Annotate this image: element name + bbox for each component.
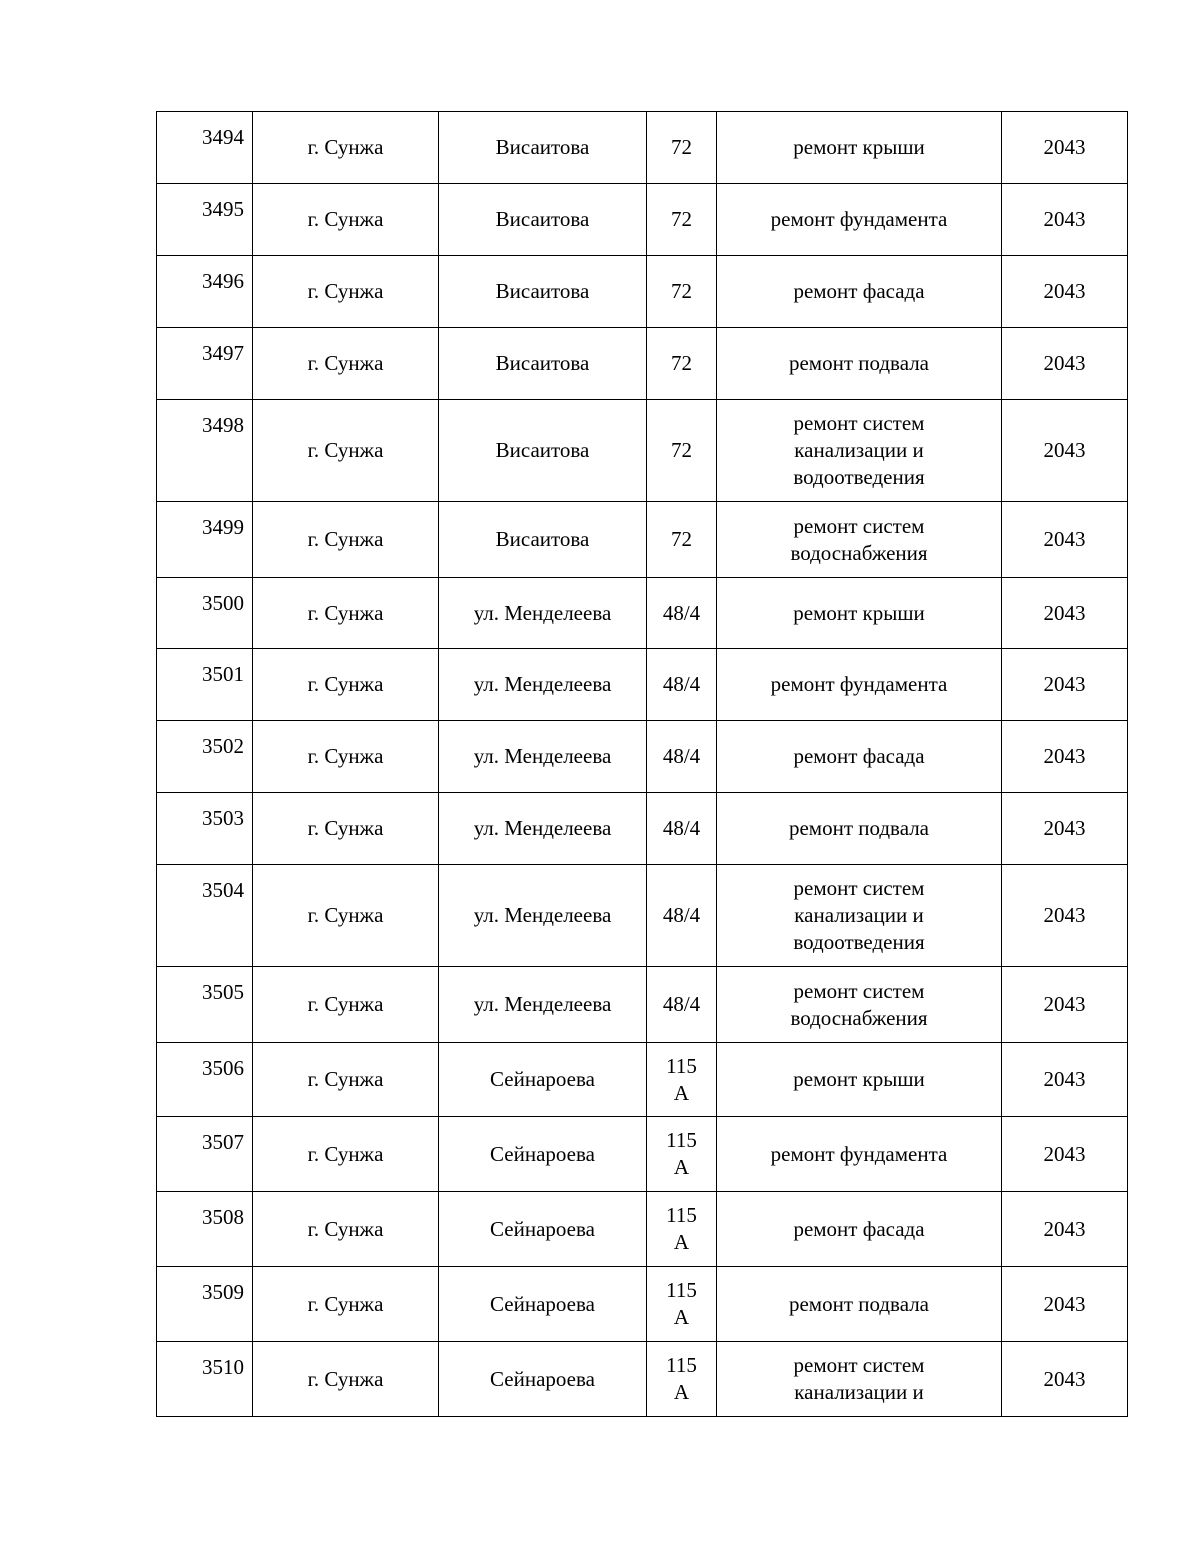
row-number-cell: 3500 — [157, 578, 253, 649]
house-number-line: 72 — [671, 279, 692, 303]
table-row — [157, 1043, 1128, 1117]
table-body — [157, 112, 1128, 1417]
work-type-cell — [717, 1342, 1002, 1417]
city-cell: г. Сунжа — [253, 793, 439, 865]
year-cell: 2043 — [1002, 1267, 1128, 1342]
year-cell: 2043 — [1002, 865, 1128, 967]
house-number-cell — [647, 184, 717, 256]
work-type-cell — [717, 793, 1002, 865]
house-number-line: 115 — [666, 1053, 697, 1078]
street-cell: Висаитова — [439, 184, 647, 256]
table-row — [157, 1117, 1128, 1192]
house-number-cell — [647, 578, 717, 649]
city-cell: г. Сунжа — [253, 184, 439, 256]
work-type-cell — [717, 328, 1002, 400]
work-type-cell — [717, 1043, 1002, 1117]
house-number-line: 48/4 — [662, 816, 701, 840]
street-cell: ул. Менделеева — [439, 721, 647, 793]
work-type-line: водоотведения — [793, 930, 925, 954]
house-number-cell — [647, 721, 717, 793]
city-cell: г. Сунжа — [253, 1267, 439, 1342]
year-cell: 2043 — [1002, 649, 1128, 721]
street-cell: Сейнароева — [439, 1192, 647, 1267]
work-type-line: ремонт систем — [793, 1353, 925, 1377]
row-number-cell: 3510 — [157, 1342, 253, 1417]
repair-schedule-table — [156, 111, 1128, 1417]
table-row — [157, 578, 1128, 649]
street-cell: ул. Менделеева — [439, 793, 647, 865]
street-cell: Висаитова — [439, 328, 647, 400]
city-cell: г. Сунжа — [253, 721, 439, 793]
house-number-line: 72 — [671, 135, 692, 159]
street-cell: ул. Менделеева — [439, 967, 647, 1043]
row-number-cell: 3507 — [157, 1117, 253, 1192]
street-cell: Висаитова — [439, 112, 647, 184]
work-type-line: канализации и — [794, 903, 924, 927]
work-type-line: ремонт систем — [793, 876, 925, 900]
work-type-line: водоснабжения — [790, 540, 928, 565]
house-number-cell — [647, 1342, 717, 1417]
house-number-line: 48/4 — [662, 600, 701, 625]
work-type-line: ремонт систем — [793, 411, 925, 435]
house-number-line: 115 — [666, 1353, 697, 1377]
year-cell: 2043 — [1002, 112, 1128, 184]
house-number-line: 72 — [671, 527, 692, 551]
house-number-line: А — [673, 1305, 690, 1329]
street-cell: Сейнароева — [439, 1117, 647, 1192]
work-type-line: ремонт крыши — [793, 600, 925, 625]
house-number-cell — [647, 1267, 717, 1342]
street-cell: Сейнароева — [439, 1043, 647, 1117]
house-number-cell — [647, 400, 717, 502]
house-number-line: 48/4 — [662, 903, 701, 927]
year-cell: 2043 — [1002, 1117, 1128, 1192]
house-number-cell — [647, 1192, 717, 1267]
table-row — [157, 865, 1128, 967]
street-cell: Висаитова — [439, 400, 647, 502]
house-number-line: 48/4 — [662, 672, 701, 696]
city-cell: г. Сунжа — [253, 865, 439, 967]
year-cell: 2043 — [1002, 256, 1128, 328]
year-cell: 2043 — [1002, 1342, 1128, 1417]
work-type-line: ремонт крыши — [793, 1067, 925, 1091]
work-type-cell — [717, 400, 1002, 502]
house-number-line: А — [673, 1155, 690, 1179]
city-cell: г. Сунжа — [253, 1043, 439, 1117]
year-cell: 2043 — [1002, 578, 1128, 649]
row-number-cell: 3506 — [157, 1043, 253, 1117]
work-type-line: ремонт систем — [793, 978, 925, 1003]
street-cell: Сейнароева — [439, 1267, 647, 1342]
city-cell: г. Сунжа — [253, 1342, 439, 1417]
table-row — [157, 400, 1128, 502]
work-type-cell — [717, 502, 1002, 578]
city-cell: г. Сунжа — [253, 1117, 439, 1192]
house-number-line: 115 — [666, 1128, 697, 1152]
work-type-line: водоснабжения — [790, 1005, 928, 1030]
house-number-line: 72 — [671, 351, 692, 375]
table-row — [157, 112, 1128, 184]
house-number-cell — [647, 1117, 717, 1192]
street-cell: Висаитова — [439, 502, 647, 578]
work-type-line: ремонт подвала — [788, 1291, 930, 1316]
work-type-cell — [717, 578, 1002, 649]
table-row — [157, 1267, 1128, 1342]
row-number-cell: 3501 — [157, 649, 253, 721]
work-type-cell — [717, 967, 1002, 1043]
work-type-line: ремонт крыши — [793, 135, 925, 159]
table-row — [157, 721, 1128, 793]
work-type-line: канализации и — [794, 438, 924, 462]
row-number-cell: 3497 — [157, 328, 253, 400]
house-number-line: 72 — [671, 438, 692, 462]
house-number-line: А — [673, 1230, 690, 1254]
house-number-cell — [647, 256, 717, 328]
work-type-line: водоотведения — [793, 465, 925, 489]
table-row — [157, 328, 1128, 400]
table-row — [157, 256, 1128, 328]
row-number-cell: 3495 — [157, 184, 253, 256]
year-cell: 2043 — [1002, 793, 1128, 865]
city-cell: г. Сунжа — [253, 967, 439, 1043]
work-type-line: ремонт фасада — [793, 744, 925, 768]
year-cell: 2043 — [1002, 328, 1128, 400]
work-type-line: канализации и — [794, 1380, 924, 1404]
row-number-cell: 3496 — [157, 256, 253, 328]
house-number-line: 115 — [666, 1278, 697, 1302]
house-number-cell — [647, 967, 717, 1043]
row-number-cell: 3498 — [157, 400, 253, 502]
work-type-line: ремонт фундамента — [770, 207, 948, 231]
row-number-cell: 3499 — [157, 502, 253, 578]
table-row — [157, 1192, 1128, 1267]
street-cell: ул. Менделеева — [439, 649, 647, 721]
year-cell: 2043 — [1002, 1192, 1128, 1267]
house-number-line: А — [673, 1380, 690, 1404]
year-cell: 2043 — [1002, 1043, 1128, 1117]
row-number-cell: 3509 — [157, 1267, 253, 1342]
house-number-line: А — [673, 1080, 690, 1105]
house-number-line: 115 — [666, 1203, 697, 1227]
year-cell: 2043 — [1002, 400, 1128, 502]
year-cell: 2043 — [1002, 967, 1128, 1043]
row-number-cell: 3494 — [157, 112, 253, 184]
work-type-cell — [717, 184, 1002, 256]
house-number-line: 72 — [671, 207, 692, 231]
city-cell: г. Сунжа — [253, 112, 439, 184]
table-row — [157, 793, 1128, 865]
year-cell: 2043 — [1002, 184, 1128, 256]
street-cell: ул. Менделеева — [439, 865, 647, 967]
year-cell: 2043 — [1002, 721, 1128, 793]
work-type-line: ремонт фасада — [793, 1216, 925, 1241]
row-number-cell: 3508 — [157, 1192, 253, 1267]
city-cell: г. Сунжа — [253, 400, 439, 502]
house-number-cell — [647, 112, 717, 184]
work-type-line: ремонт фундамента — [770, 672, 948, 696]
work-type-cell — [717, 1117, 1002, 1192]
work-type-line: ремонт подвала — [788, 816, 930, 840]
street-cell: ул. Менделеева — [439, 578, 647, 649]
work-type-line: ремонт фасада — [793, 279, 925, 303]
city-cell: г. Сунжа — [253, 578, 439, 649]
work-type-cell — [717, 1192, 1002, 1267]
row-number-cell: 3502 — [157, 721, 253, 793]
street-cell: Сейнароева — [439, 1342, 647, 1417]
house-number-cell — [647, 793, 717, 865]
table-row — [157, 184, 1128, 256]
row-number-cell: 3504 — [157, 865, 253, 967]
work-type-cell — [717, 112, 1002, 184]
work-type-cell — [717, 721, 1002, 793]
street-cell: Висаитова — [439, 256, 647, 328]
work-type-line: ремонт фундамента — [770, 1141, 948, 1166]
table-row — [157, 1342, 1128, 1417]
city-cell: г. Сунжа — [253, 1192, 439, 1267]
table-row — [157, 502, 1128, 578]
work-type-line: ремонт систем — [793, 513, 925, 538]
house-number-cell — [647, 1043, 717, 1117]
work-type-cell — [717, 649, 1002, 721]
row-number-cell: 3505 — [157, 967, 253, 1043]
house-number-cell — [647, 865, 717, 967]
house-number-cell — [647, 649, 717, 721]
city-cell: г. Сунжа — [253, 256, 439, 328]
year-cell: 2043 — [1002, 502, 1128, 578]
house-number-cell — [647, 502, 717, 578]
work-type-cell — [717, 1267, 1002, 1342]
city-cell: г. Сунжа — [253, 649, 439, 721]
table-row — [157, 649, 1128, 721]
work-type-cell — [717, 256, 1002, 328]
house-number-line: 48/4 — [662, 992, 701, 1016]
table-row — [157, 967, 1128, 1043]
work-type-cell — [717, 865, 1002, 967]
house-number-cell — [647, 328, 717, 400]
row-number-cell: 3503 — [157, 793, 253, 865]
city-cell: г. Сунжа — [253, 502, 439, 578]
house-number-line: 48/4 — [662, 744, 701, 768]
city-cell: г. Сунжа — [253, 328, 439, 400]
work-type-line: ремонт подвала — [788, 351, 930, 375]
